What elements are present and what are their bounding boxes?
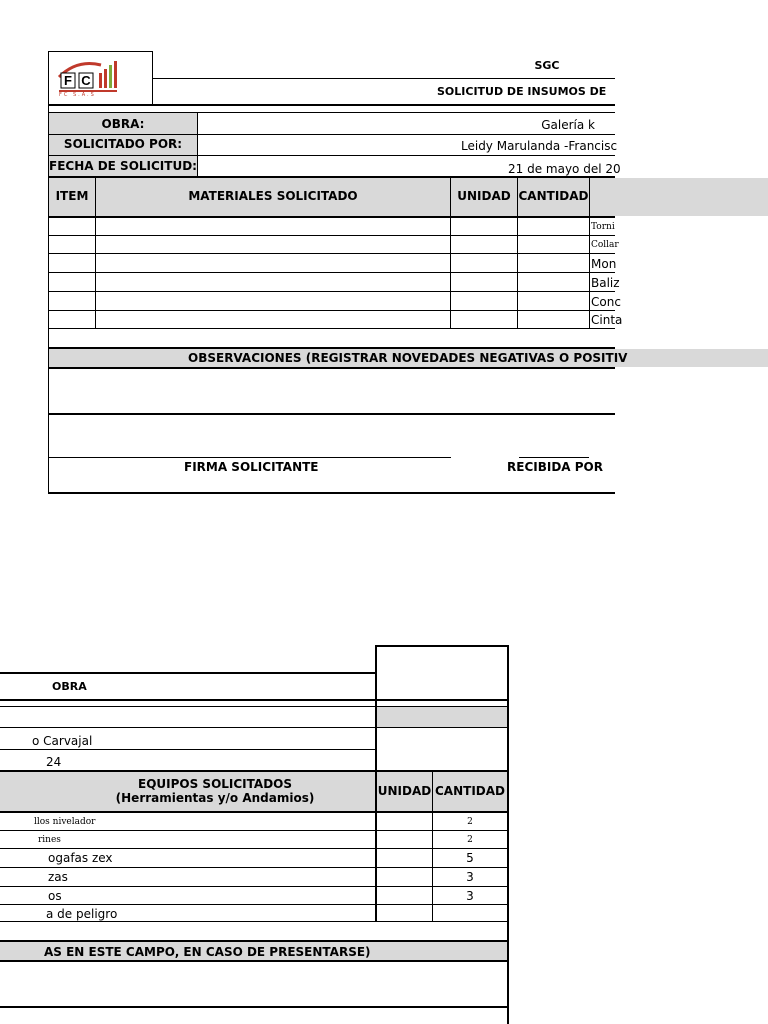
equipo-row-4-right: zas (48, 870, 68, 884)
solicitado-label: SOLICITADO POR: (63, 137, 183, 151)
form-title-right: OBRA (52, 680, 87, 693)
equipos-col-unidad: UNIDAD (377, 784, 432, 798)
solicitado-value-right: o Carvajal (32, 734, 93, 748)
solicitado-value-left: Leidy Marulanda -Francisc (461, 139, 618, 153)
equipo-row-5-left: Conc (591, 295, 621, 309)
equipo-row-3-left: Mon (591, 257, 617, 271)
equipo-row-2-right: rines (38, 835, 61, 845)
sgc-label: SGC (534, 59, 560, 72)
recibida-por: RECIBIDA POR (507, 460, 603, 474)
logo-subtext: FC S.A.S (59, 92, 96, 98)
fecha-label: FECHA DE SOLICITUD: (49, 159, 197, 173)
fecha-value-left: 21 de mayo del 20 (508, 162, 621, 176)
firma-solicitante: FIRMA SOLICITANTE (184, 460, 319, 474)
col-item: ITEM (55, 189, 89, 203)
logo-letter-c: C (81, 73, 91, 88)
logo-letter-f: F (64, 73, 72, 88)
equipo-row-2-cantidad: 2 (467, 835, 473, 845)
fecha-value-right: 24 (46, 755, 62, 769)
equipos-header-line1: EQUIPOS SOLICITADOS (138, 777, 292, 791)
observaciones-right: AS EN ESTE CAMPO, EN CASO DE PRESENTARSE) (44, 945, 371, 959)
equipo-row-4-cantidad: 3 (466, 870, 474, 884)
equipo-row-1-left: Torni (591, 222, 615, 232)
equipo-row-3-cantidad: 5 (466, 851, 474, 865)
col-cantidad: CANTIDAD (518, 189, 589, 203)
observaciones-left: OBSERVACIONES (REGISTRAR NOVEDADES NEGATIVAS O POSITIV (188, 351, 628, 365)
equipo-row-5-right: os (48, 889, 62, 903)
obra-value: Galería k (541, 118, 595, 132)
col-materiales: MATERIALES SOLICITADO (188, 189, 358, 203)
equipo-row-3-right: ogafas zex (48, 851, 113, 865)
equipo-row-4-left: Baliz (591, 276, 620, 290)
equipos-header-line2: (Herramientas y/o Andamios) (115, 791, 315, 805)
obra-label: OBRA: (101, 117, 145, 131)
equipo-row-2-left: Collar (591, 240, 619, 250)
col-unidad: UNIDAD (457, 189, 511, 203)
equipo-row-1-cantidad: 2 (467, 817, 473, 827)
logo-box (48, 51, 153, 105)
equipo-row-5-cantidad: 3 (466, 889, 474, 903)
equipo-row-1-right: llos nivelador (34, 817, 96, 827)
equipo-row-6-left: Cinta (591, 313, 623, 327)
equipos-col-cantidad: CANTIDAD (435, 784, 505, 798)
equipo-row-6-right: a de peligro (46, 907, 118, 921)
form-title-left: SOLICITUD DE INSUMOS DE (437, 85, 607, 98)
